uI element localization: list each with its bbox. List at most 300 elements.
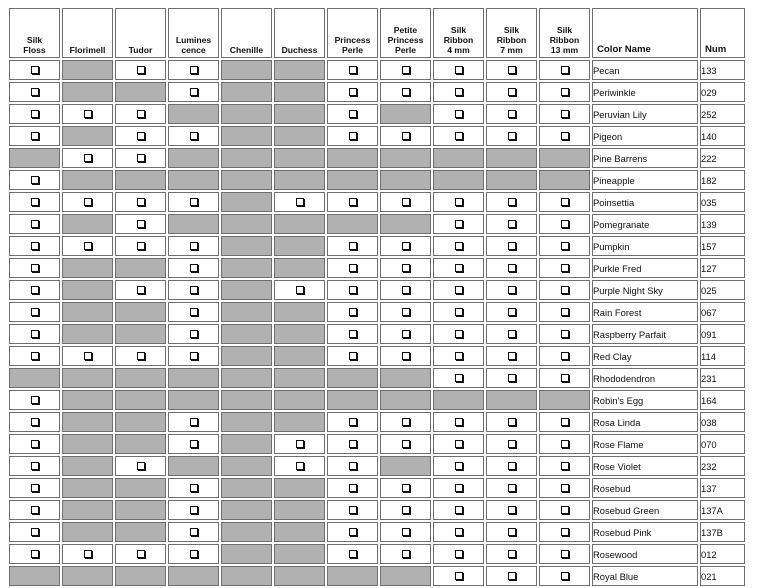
checkbox-icon[interactable] (561, 506, 569, 514)
checkbox-cell-silk-ribbon-4mm (433, 346, 484, 366)
checkbox-icon[interactable] (455, 264, 463, 272)
checkbox-cell-tudor (115, 280, 166, 300)
unavailable-cell (115, 390, 166, 410)
checkbox-icon[interactable] (561, 242, 569, 250)
checkbox-icon[interactable] (190, 418, 198, 426)
checkbox-icon[interactable] (137, 242, 145, 250)
checkbox-icon[interactable] (296, 198, 304, 206)
checkbox-icon[interactable] (137, 66, 145, 74)
unavailable-cell (221, 434, 272, 454)
column-header-silk-ribbon-7mm: Silk Ribbon 7 mm (486, 8, 537, 58)
color-num-cell: 182 (700, 170, 745, 190)
unavailable-cell (221, 522, 272, 542)
unavailable-cell (274, 412, 325, 432)
unavailable-cell (221, 500, 272, 520)
checkbox-cell-silk-ribbon-7mm (486, 522, 537, 542)
checkbox-icon[interactable] (190, 550, 198, 558)
unavailable-cell (62, 500, 113, 520)
checkbox-icon[interactable] (561, 528, 569, 536)
checkbox-icon[interactable] (31, 110, 39, 118)
unavailable-cell (221, 236, 272, 256)
checkbox-icon[interactable] (508, 286, 516, 294)
column-header-chenille: Chenille (221, 8, 272, 58)
checkbox-icon[interactable] (508, 132, 516, 140)
checkbox-icon[interactable] (31, 242, 39, 250)
color-name-cell: Periwinkle (592, 82, 698, 102)
unavailable-cell (168, 170, 219, 190)
checkbox-icon[interactable] (31, 330, 39, 338)
checkbox-icon[interactable] (402, 286, 410, 294)
checkbox-icon[interactable] (31, 66, 39, 74)
unavailable-cell (327, 148, 378, 168)
unavailable-cell (221, 170, 272, 190)
checkbox-cell-silk-ribbon-4mm (433, 500, 484, 520)
checkbox-icon[interactable] (190, 264, 198, 272)
checkbox-icon[interactable] (561, 264, 569, 272)
unavailable-cell (62, 390, 113, 410)
checkbox-icon[interactable] (455, 484, 463, 492)
checkbox-icon[interactable] (455, 132, 463, 140)
unavailable-cell (62, 302, 113, 322)
checkbox-cell-princess-perle (327, 544, 378, 564)
checkbox-icon[interactable] (349, 308, 357, 316)
checkbox-icon[interactable] (508, 462, 516, 470)
checkbox-icon[interactable] (190, 330, 198, 338)
checkbox-icon[interactable] (349, 330, 357, 338)
checkbox-icon[interactable] (31, 528, 39, 536)
table-body (9, 60, 745, 586)
unavailable-cell (168, 148, 219, 168)
checkbox-cell-silk-ribbon-7mm (486, 346, 537, 366)
unavailable-cell (274, 302, 325, 322)
checkbox-cell-silk-ribbon-13mm (539, 434, 590, 454)
checkbox-icon[interactable] (455, 440, 463, 448)
unavailable-cell (62, 368, 113, 388)
unavailable-cell (274, 82, 325, 102)
unavailable-cell (327, 170, 378, 190)
color-name-cell: Purple Night Sky (592, 280, 698, 300)
checkbox-icon[interactable] (508, 418, 516, 426)
unavailable-cell (115, 302, 166, 322)
checkbox-icon[interactable] (137, 154, 145, 162)
checkbox-icon[interactable] (190, 308, 198, 316)
table-header (9, 8, 745, 58)
checkbox-icon[interactable] (349, 528, 357, 536)
checkbox-icon[interactable] (508, 242, 516, 250)
checkbox-icon[interactable] (402, 330, 410, 338)
unavailable-cell (221, 214, 272, 234)
checkbox-cell-tudor (115, 60, 166, 80)
checkbox-cell-silk-floss (9, 60, 60, 80)
checkbox-icon[interactable] (190, 352, 198, 360)
checkbox-cell-silk-ribbon-4mm (433, 258, 484, 278)
color-num-cell: 137A (700, 500, 745, 520)
checkbox-icon[interactable] (402, 352, 410, 360)
unavailable-cell (62, 478, 113, 498)
table-row (9, 478, 745, 498)
checkbox-icon[interactable] (31, 418, 39, 426)
checkbox-icon[interactable] (561, 286, 569, 294)
checkbox-icon[interactable] (84, 352, 92, 360)
color-name-cell: Rosa Linda (592, 412, 698, 432)
checkbox-icon[interactable] (561, 132, 569, 140)
color-name-cell: Rosebud Pink (592, 522, 698, 542)
color-num-cell: 025 (700, 280, 745, 300)
unavailable-cell (274, 500, 325, 520)
checkbox-icon[interactable] (31, 484, 39, 492)
checkbox-icon[interactable] (455, 374, 463, 382)
checkbox-cell-princess-perle (327, 236, 378, 256)
checkbox-icon[interactable] (455, 198, 463, 206)
column-header-num: Num (700, 8, 745, 58)
checkbox-cell-princess-perle (327, 280, 378, 300)
checkbox-icon[interactable] (190, 66, 198, 74)
checkbox-icon[interactable] (137, 286, 145, 294)
checkbox-cell-silk-ribbon-7mm (486, 368, 537, 388)
checkbox-icon[interactable] (84, 550, 92, 558)
checkbox-icon[interactable] (190, 88, 198, 96)
checkbox-icon[interactable] (84, 242, 92, 250)
checkbox-cell-silk-ribbon-7mm (486, 302, 537, 322)
unavailable-cell (274, 170, 325, 190)
checkbox-icon[interactable] (190, 132, 198, 140)
color-num-cell: 114 (700, 346, 745, 366)
checkbox-icon[interactable] (137, 110, 145, 118)
checkbox-cell-silk-floss (9, 544, 60, 564)
color-num-cell: 252 (700, 104, 745, 124)
checkbox-cell-tudor (115, 236, 166, 256)
checkbox-icon[interactable] (349, 418, 357, 426)
checkbox-icon[interactable] (31, 440, 39, 448)
checkbox-icon[interactable] (561, 220, 569, 228)
checkbox-icon[interactable] (190, 528, 198, 536)
checkbox-cell-princess-perle (327, 60, 378, 80)
checkbox-icon[interactable] (561, 110, 569, 118)
checkbox-cell-florimell (62, 544, 113, 564)
checkbox-icon[interactable] (137, 550, 145, 558)
checkbox-icon[interactable] (31, 506, 39, 514)
unavailable-cell (274, 214, 325, 234)
checkbox-cell-silk-floss (9, 280, 60, 300)
color-num-cell: 091 (700, 324, 745, 344)
unavailable-cell (168, 390, 219, 410)
checkbox-icon[interactable] (508, 506, 516, 514)
checkbox-icon[interactable] (508, 352, 516, 360)
checkbox-cell-silk-ribbon-13mm (539, 214, 590, 234)
checkbox-icon[interactable] (455, 286, 463, 294)
checkbox-cell-petite-princess-perle (380, 346, 431, 366)
checkbox-icon[interactable] (402, 506, 410, 514)
checkbox-cell-tudor (115, 544, 166, 564)
checkbox-icon[interactable] (190, 198, 198, 206)
checkbox-icon[interactable] (508, 550, 516, 558)
color-num-cell: 232 (700, 456, 745, 476)
table-row (9, 82, 745, 102)
checkbox-icon[interactable] (190, 242, 198, 250)
checkbox-cell-duchess (274, 280, 325, 300)
table-row (9, 544, 745, 564)
checkbox-icon[interactable] (31, 132, 39, 140)
checkbox-icon[interactable] (190, 440, 198, 448)
checkbox-icon[interactable] (402, 550, 410, 558)
checkbox-cell-silk-floss (9, 302, 60, 322)
checkbox-icon[interactable] (190, 286, 198, 294)
checkbox-icon[interactable] (349, 66, 357, 74)
checkbox-icon[interactable] (455, 418, 463, 426)
checkbox-icon[interactable] (402, 88, 410, 96)
checkbox-icon[interactable] (31, 550, 39, 558)
checkbox-cell-silk-ribbon-7mm (486, 566, 537, 586)
checkbox-icon[interactable] (137, 462, 145, 470)
checkbox-icon[interactable] (561, 550, 569, 558)
checkbox-cell-silk-floss (9, 214, 60, 234)
checkbox-icon[interactable] (508, 66, 516, 74)
checkbox-cell-luminescence (168, 60, 219, 80)
checkbox-icon[interactable] (455, 110, 463, 118)
checkbox-cell-tudor (115, 214, 166, 234)
checkbox-icon[interactable] (402, 484, 410, 492)
color-name-cell: Raspberry Parfait (592, 324, 698, 344)
checkbox-icon[interactable] (349, 242, 357, 250)
checkbox-icon[interactable] (455, 242, 463, 250)
unavailable-cell (221, 478, 272, 498)
checkbox-icon[interactable] (402, 66, 410, 74)
checkbox-icon[interactable] (508, 374, 516, 382)
unavailable-cell (221, 566, 272, 586)
checkbox-icon[interactable] (190, 506, 198, 514)
checkbox-icon[interactable] (349, 286, 357, 294)
checkbox-icon[interactable] (84, 154, 92, 162)
unavailable-cell (221, 60, 272, 80)
checkbox-icon[interactable] (455, 330, 463, 338)
column-header-petite-princess-perle: Petite Princess Perle (380, 8, 431, 58)
checkbox-icon[interactable] (296, 462, 304, 470)
checkbox-icon[interactable] (561, 330, 569, 338)
checkbox-icon[interactable] (455, 220, 463, 228)
checkbox-icon[interactable] (561, 572, 569, 580)
checkbox-cell-princess-perle (327, 302, 378, 322)
unavailable-cell (168, 368, 219, 388)
checkbox-cell-silk-ribbon-13mm (539, 412, 590, 432)
checkbox-icon[interactable] (349, 264, 357, 272)
table-row (9, 324, 745, 344)
checkbox-icon[interactable] (31, 198, 39, 206)
color-name-cell: Peruvian Lily (592, 104, 698, 124)
checkbox-icon[interactable] (508, 88, 516, 96)
table-row (9, 390, 745, 410)
checkbox-cell-florimell (62, 104, 113, 124)
checkbox-icon[interactable] (508, 308, 516, 316)
table-row (9, 214, 745, 234)
unavailable-cell (274, 126, 325, 146)
checkbox-icon[interactable] (349, 198, 357, 206)
checkbox-icon[interactable] (402, 198, 410, 206)
checkbox-icon[interactable] (561, 352, 569, 360)
checkbox-icon[interactable] (561, 484, 569, 492)
checkbox-icon[interactable] (455, 528, 463, 536)
checkbox-icon[interactable] (190, 484, 198, 492)
checkbox-icon[interactable] (561, 374, 569, 382)
checkbox-icon[interactable] (137, 220, 145, 228)
checkbox-cell-petite-princess-perle (380, 500, 431, 520)
color-name-cell: Rose Violet (592, 456, 698, 476)
checkbox-icon[interactable] (349, 110, 357, 118)
checkbox-icon[interactable] (402, 132, 410, 140)
checkbox-icon[interactable] (31, 264, 39, 272)
checkbox-icon[interactable] (296, 440, 304, 448)
checkbox-icon[interactable] (561, 198, 569, 206)
checkbox-cell-luminescence (168, 346, 219, 366)
unavailable-cell (327, 368, 378, 388)
table-row (9, 126, 745, 146)
unavailable-cell (62, 170, 113, 190)
checkbox-icon[interactable] (137, 198, 145, 206)
checkbox-icon[interactable] (455, 462, 463, 470)
color-name-cell: Pomegranate (592, 214, 698, 234)
checkbox-cell-silk-floss (9, 522, 60, 542)
checkbox-cell-florimell (62, 148, 113, 168)
checkbox-icon[interactable] (31, 176, 39, 184)
checkbox-cell-silk-ribbon-13mm (539, 60, 590, 80)
checkbox-icon[interactable] (508, 440, 516, 448)
checkbox-cell-silk-ribbon-7mm (486, 478, 537, 498)
checkbox-icon[interactable] (561, 88, 569, 96)
checkbox-icon[interactable] (508, 220, 516, 228)
checkbox-icon[interactable] (402, 528, 410, 536)
unavailable-cell (9, 148, 60, 168)
unavailable-cell (62, 60, 113, 80)
checkbox-icon[interactable] (455, 66, 463, 74)
checkbox-icon[interactable] (455, 572, 463, 580)
checkbox-icon[interactable] (349, 484, 357, 492)
checkbox-icon[interactable] (561, 440, 569, 448)
checkbox-icon[interactable] (561, 462, 569, 470)
checkbox-icon[interactable] (508, 264, 516, 272)
table-row (9, 258, 745, 278)
checkbox-icon[interactable] (508, 484, 516, 492)
checkbox-icon[interactable] (31, 286, 39, 294)
checkbox-icon[interactable] (31, 308, 39, 316)
checkbox-cell-luminescence (168, 258, 219, 278)
checkbox-icon[interactable] (31, 352, 39, 360)
checkbox-icon[interactable] (402, 440, 410, 448)
checkbox-cell-luminescence (168, 280, 219, 300)
unavailable-cell (115, 170, 166, 190)
unavailable-cell (168, 214, 219, 234)
checkbox-icon[interactable] (31, 462, 39, 470)
color-num-cell: 140 (700, 126, 745, 146)
color-name-cell: Purkle Fred (592, 258, 698, 278)
checkbox-icon[interactable] (402, 242, 410, 250)
color-availability-table (7, 6, 747, 588)
checkbox-icon[interactable] (31, 88, 39, 96)
color-num-cell: 127 (700, 258, 745, 278)
checkbox-cell-duchess (274, 456, 325, 476)
checkbox-icon[interactable] (508, 198, 516, 206)
unavailable-cell (115, 434, 166, 454)
unavailable-cell (539, 170, 590, 190)
checkbox-cell-princess-perle (327, 126, 378, 146)
unavailable-cell (221, 104, 272, 124)
checkbox-icon[interactable] (561, 308, 569, 316)
checkbox-icon[interactable] (455, 506, 463, 514)
unavailable-cell (221, 148, 272, 168)
checkbox-cell-silk-ribbon-13mm (539, 258, 590, 278)
checkbox-icon[interactable] (349, 440, 357, 448)
checkbox-icon[interactable] (137, 132, 145, 140)
color-name-cell: Red Clay (592, 346, 698, 366)
unavailable-cell (221, 390, 272, 410)
checkbox-icon[interactable] (31, 396, 39, 404)
checkbox-icon[interactable] (402, 264, 410, 272)
color-name-cell: Rosewood (592, 544, 698, 564)
checkbox-cell-silk-ribbon-13mm (539, 522, 590, 542)
checkbox-icon[interactable] (137, 352, 145, 360)
checkbox-icon[interactable] (561, 66, 569, 74)
checkbox-cell-tudor (115, 148, 166, 168)
checkbox-cell-silk-ribbon-4mm (433, 82, 484, 102)
checkbox-icon[interactable] (349, 352, 357, 360)
checkbox-icon[interactable] (84, 110, 92, 118)
checkbox-cell-silk-ribbon-4mm (433, 104, 484, 124)
checkbox-icon[interactable] (561, 418, 569, 426)
color-num-cell: 133 (700, 60, 745, 80)
checkbox-cell-silk-floss (9, 324, 60, 344)
checkbox-cell-silk-ribbon-7mm (486, 456, 537, 476)
unavailable-cell (327, 214, 378, 234)
checkbox-cell-luminescence (168, 544, 219, 564)
unavailable-cell (274, 236, 325, 256)
color-name-cell: Robin's Egg (592, 390, 698, 410)
checkbox-icon[interactable] (296, 286, 304, 294)
checkbox-cell-silk-ribbon-13mm (539, 302, 590, 322)
checkbox-icon[interactable] (349, 506, 357, 514)
checkbox-cell-petite-princess-perle (380, 236, 431, 256)
checkbox-cell-silk-ribbon-13mm (539, 368, 590, 388)
checkbox-icon[interactable] (455, 550, 463, 558)
checkbox-icon[interactable] (84, 198, 92, 206)
unavailable-cell (221, 302, 272, 322)
checkbox-icon[interactable] (508, 330, 516, 338)
checkbox-icon[interactable] (455, 88, 463, 96)
unavailable-cell (274, 478, 325, 498)
unavailable-cell (274, 148, 325, 168)
unavailable-cell (62, 258, 113, 278)
checkbox-cell-silk-ribbon-7mm (486, 60, 537, 80)
checkbox-icon[interactable] (349, 88, 357, 96)
checkbox-icon[interactable] (508, 528, 516, 536)
checkbox-icon[interactable] (508, 110, 516, 118)
checkbox-icon[interactable] (349, 550, 357, 558)
unavailable-cell (62, 214, 113, 234)
unavailable-cell (380, 148, 431, 168)
color-num-cell: 157 (700, 236, 745, 256)
checkbox-cell-silk-ribbon-13mm (539, 324, 590, 344)
checkbox-cell-petite-princess-perle (380, 60, 431, 80)
checkbox-cell-silk-floss (9, 236, 60, 256)
checkbox-icon[interactable] (31, 220, 39, 228)
checkbox-icon[interactable] (508, 572, 516, 580)
checkbox-icon[interactable] (402, 418, 410, 426)
checkbox-cell-princess-perle (327, 500, 378, 520)
checkbox-cell-silk-ribbon-4mm (433, 544, 484, 564)
checkbox-icon[interactable] (349, 132, 357, 140)
checkbox-icon[interactable] (455, 352, 463, 360)
checkbox-icon[interactable] (402, 308, 410, 316)
checkbox-icon[interactable] (455, 308, 463, 316)
checkbox-icon[interactable] (349, 462, 357, 470)
table-row (9, 522, 745, 542)
